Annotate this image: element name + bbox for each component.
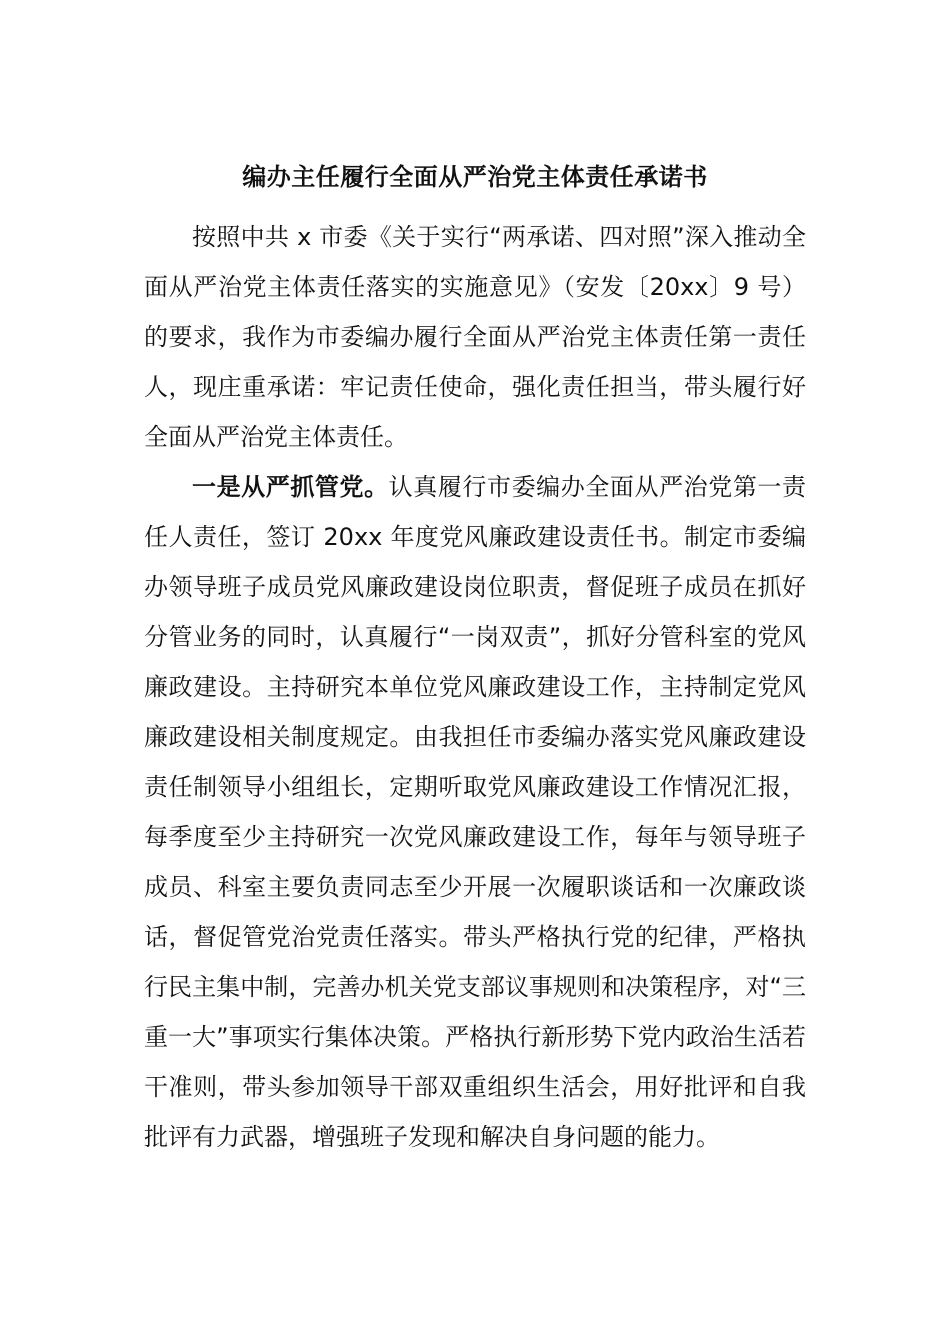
document-title: 编办主任履行全面从严治党主体责任承诺书 [242,163,708,191]
paragraph-intro: 按照中共 x 市委《关于实行“两承诺、四对照”深入推动全面从严治党主体责任落实的实施意见》（安发〔20xx〕9 号）的要求，我作为市委编办履行全面从严治党主体责任第一责任人，现庄重承诺：牢记责任使命，强化责任担当，带头履行好全面从严治党主体责任。 [144,223,806,451]
paragraph-strict-party-management [144,462,806,1162]
paragraph-body-text: 认真履行市委编办全面从严治党第一责任人责任，签订 20xx 年度党风廉政建设责任书。制定市委编办领导班子成员党风廉政建设岗位职责，督促班子成员在抓好分管业务的同时，认真履行“一岗双责”，抓好分管科室的党风廉政建设。主持研究本单位党风廉政建设工作，主持制定党风廉政建设相关制度规定。由我担任市委编办落实党风廉政建设责任制领导小组组长，定期听取党风廉政建设工作情况汇报，每季度至少主持研究一次党风廉政建设工作，每年与领导班子成员、科室主要负责同志至少开展一次履职谈话和一次廉政谈话，督促管党治党责任落实。带头严格执行党的纪律，严格执行民主集中制，完善办机关党支部议事规则和决策程序，对“三重一大”事项实行集体决策。严格执行新形势下党内政治生活若干准则，带头参加领导干部双重组织生活会，用好批评和自我批评有力武器，增强班子发现和解决自身问题的能力。 [144,473,807,1151]
paragraph-lead-heading: 一是从严抓管党。 [192,473,389,501]
